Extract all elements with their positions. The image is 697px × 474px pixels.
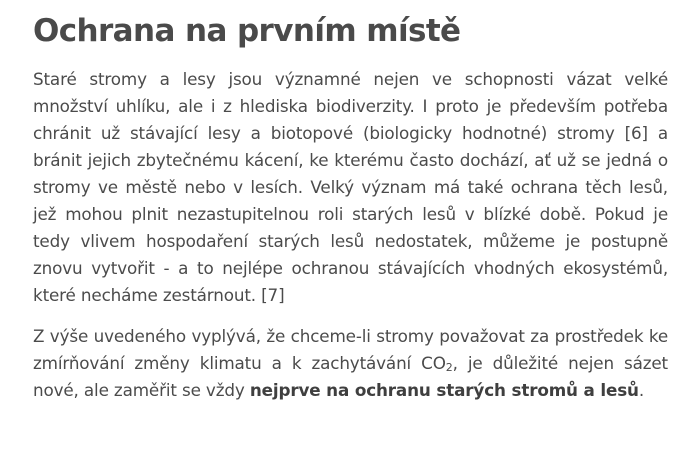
paragraph-2-end: . <box>638 380 645 400</box>
paragraph-2-emphasis: nejprve na ochranu starých stromů a lesů <box>249 380 639 400</box>
co2-subscript: 2 <box>445 361 453 374</box>
paragraph-2-text-a: Z výše uvedeného vyplývá, že chceme-li stromy považovat za prostředek ke zmírňování změny klimatu a k zachytávání CO <box>33 326 668 373</box>
paragraph-2 <box>33 323 668 404</box>
paragraph-2-text-b: , je důležité nejen sázet nové, ale zaměřit se vždy <box>33 353 668 400</box>
article <box>33 10 668 404</box>
page-title: Ochrana na prvním místě <box>33 13 461 49</box>
paragraph-1: Staré stromy a lesy jsou významné nejen ve schopnosti vázat velké množství uhlíku, ale i z hlediska biodiverzity. I proto je především potřeba chránit už stávající lesy a biotopové (biologicky hodnotné) stromy [6] a bránit jejich zbytečnému kácení, ke kterému často dochází, ať už se jedná o stromy ve městě nebo v lesích. Velký význam má také ochrana těch lesů, jež mohou plnit nezastupitelnou roli starých lesů v blízké době. Pokud je tedy vlivem hospodaření starých lesů nedostatek, můžeme je postupně znovu vytvořit - a to nejlépe ochranou stávajících vhodných ekosystémů, které necháme zestárnout. [7] <box>33 69 668 305</box>
